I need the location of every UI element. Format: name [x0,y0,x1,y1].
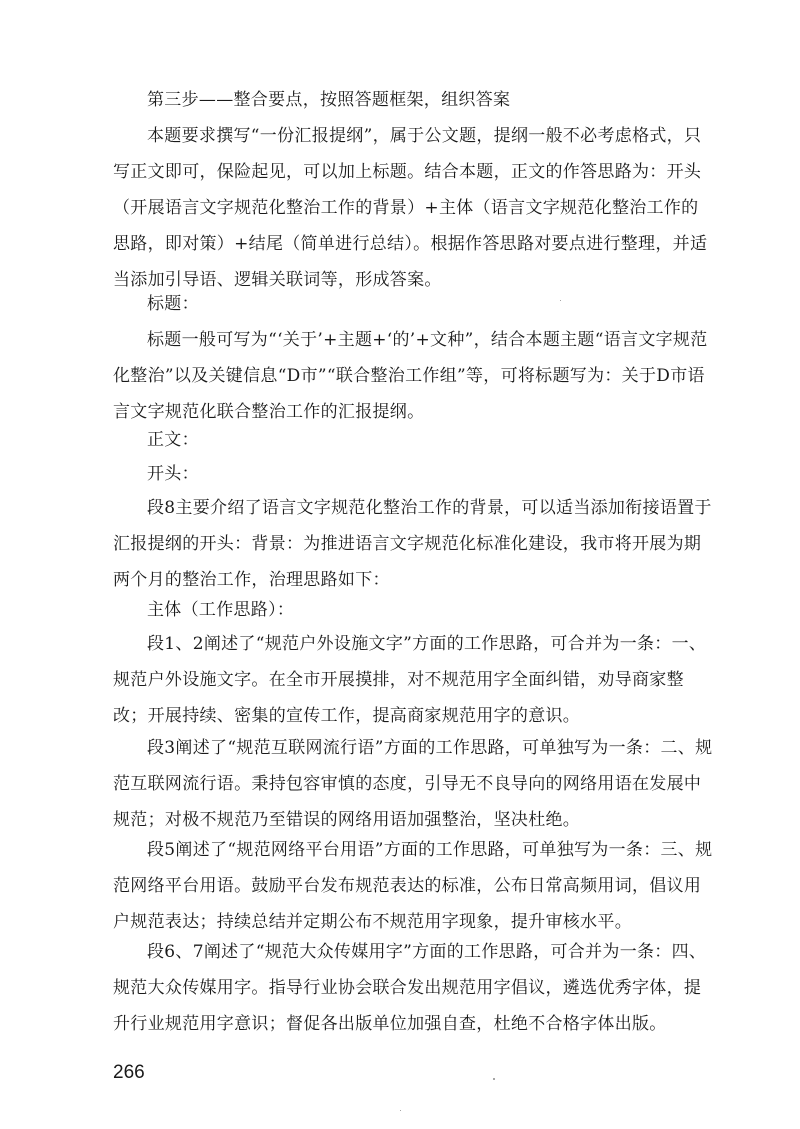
body-label: 正文： [147,430,199,450]
opening-description: 段8主要介绍了语言文字规范化整治工作的背景，可以适当添加衔接语置于汇报提纲的开头：背景：为推进语言文字规范化标准化建设，我市将开展为期两个月的整治工作，治理思路如下： [113,498,712,590]
work-point-3: 段5阐述了“规范网络平台用语”方面的工作思路，可单独写为一条：三、规范网络平台用语。鼓励平台发布规范表达的标准，公布日常高频用词，倡议用户规范表达；持续总结并定期公布不规范用字现象，提升审核水平。 [113,840,713,932]
work-point-4: 段6、7阐述了“规范大众传媒用字”方面的工作思路，可合并为一条：四、规范大众传媒用字。指导行业协会联合发出规范用字倡议，遴选优秀字体，提升行业规范用字意识；督促各出版单位加强自查，杜绝不合格字体出版。 [113,942,707,1034]
work-point-1: 段1、2阐述了“规范户外设施文字”方面的工作思路，可合并为一条：一、规范户外设施文字。在全市开展摸排，对不规范用字全面纠错，劝导商家整改；开展持续、密集的宣传工作，提高商家规范用字的意识。 [113,634,707,726]
scan-speck [400,1110,401,1111]
scan-speck [560,300,561,301]
main-body-label: 主体（工作思路）： [147,600,295,620]
title-label: 标题： [147,294,199,314]
intro-paragraph: 本题要求撰写“一份汇报提纲”，属于公文题，提纲一般不必考虑格式，只写正文即可，保险起见，可以加上标题。结合本题，正文的作答思路为：开头（开展语言文字规范化整治工作的背景）+主体（语言文字规范化整治工作的思路，即对策）+结尾（简单进行总结）。根据作答思路对要点进行整理，并适当添加引导语、逻辑关联词等，形成答案。 [113,126,708,290]
work-point-2: 段3阐述了“规范互联网流行语”方面的工作思路，可单独写为一条：二、规范互联网流行语。秉持包容审慎的态度，引导无不良导向的网络用语在发展中规范；对极不规范乃至错误的网络用语加强整治，坚决杜绝。 [113,738,713,830]
step-heading: 第三步——整合要点，按照答题框架，组织答案 [147,90,511,110]
scan-speck [493,1078,495,1080]
opening-label: 开头： [147,464,199,484]
title-description: 标题一般可写为“‘关于’+主题+‘的’+文种”，结合本题主题“语言文字规范化整治”以及关键信息“D市”“联合整治工作组”等，可将标题写为：关于D市语言文字规范化联合整治工作的汇报提纲。 [113,330,708,422]
page-number: 266 [113,1062,145,1083]
